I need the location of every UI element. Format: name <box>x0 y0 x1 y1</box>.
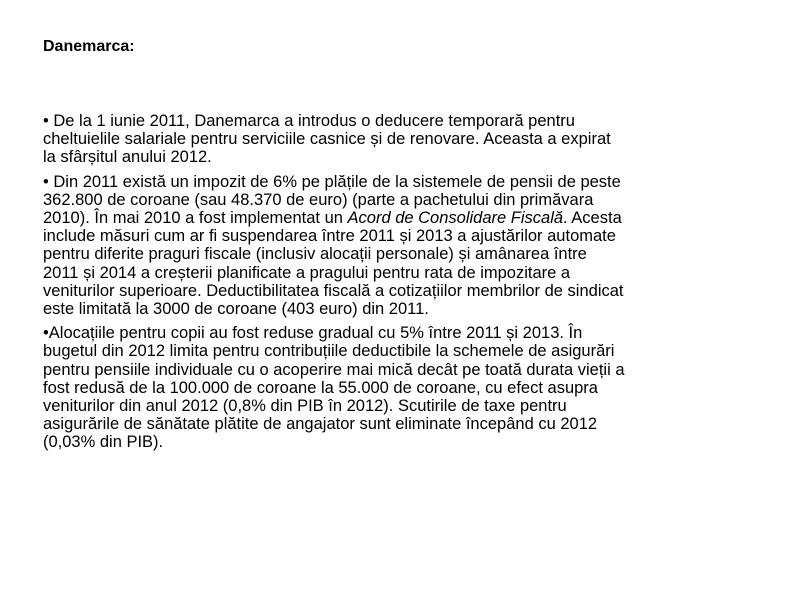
text-line: veniturilor superioare. Deductibilitatea fiscală a cotizațiilor membrilor de sindicat <box>43 281 624 300</box>
text-line: fost redusă de la 100.000 de coroane la 55.000 de coroane, cu efect asupra <box>43 378 598 397</box>
text-line: 362.800 de coroane (sau 48.370 de euro) (parte a pachetului din primăvara <box>43 190 594 209</box>
text-line: asigurările de sănătate plătite de angajator sunt eliminate începând cu 2012 <box>43 415 598 434</box>
text-line: include măsuri cum ar fi suspendarea între 2011 și 2013 a ajustărilor automate <box>43 227 616 246</box>
text-line-with-italic <box>43 209 755 227</box>
italic-phrase: Acord de Consolidare Fiscală <box>347 209 564 228</box>
text-line: la sfârșitul anului 2012. <box>43 148 212 167</box>
text-line: 2011 și 2014 a creșterii planificate a pragului pentru rata de impozitare a <box>43 263 571 282</box>
text-line: • Din 2011 există un impozit de 6% pe plățile de la sistemele de pensii de peste <box>43 172 621 191</box>
text-segment: 2010). În mai 2010 a fost implementat un <box>43 209 348 228</box>
text-line: • De la 1 iunie 2011, Danemarca a introdus o deducere temporară pentru <box>43 112 575 130</box>
text-line: este limitată la 3000 de coroane (403 euro) din 2011. <box>43 300 429 319</box>
text-line: cheltuielile salariale pentru serviciile casnice și de renovare. Aceasta a expirat <box>43 130 611 149</box>
bullet-paragraph-2 <box>43 173 755 319</box>
text-line: (0,03% din PIB). <box>43 433 164 452</box>
text-line: •Alocațiile pentru copii au fost reduse gradual cu 5% între 2011 și 2013. În <box>43 324 583 343</box>
text-line: pentru diferite praguri fiscale (inclusiv alocații personale) și amânarea între <box>43 245 587 264</box>
slide-body <box>43 112 755 458</box>
bullet-paragraph-1 <box>43 112 755 167</box>
bullet-paragraph-3 <box>43 324 755 451</box>
text-line: pentru pensiile individuale cu o acoperire mai mică decât pe toată durata vieții a <box>43 360 625 379</box>
slide-title: Danemarca: <box>43 38 135 55</box>
text-line: veniturilor din anul 2012 (0,8% din PIB în 2012). Scutirile de taxe pentru <box>43 397 567 416</box>
text-segment: . Acesta <box>563 209 622 228</box>
text-line: bugetul din 2012 limita pentru contribuțiile deductibile la schemele de asigurări <box>43 342 615 361</box>
